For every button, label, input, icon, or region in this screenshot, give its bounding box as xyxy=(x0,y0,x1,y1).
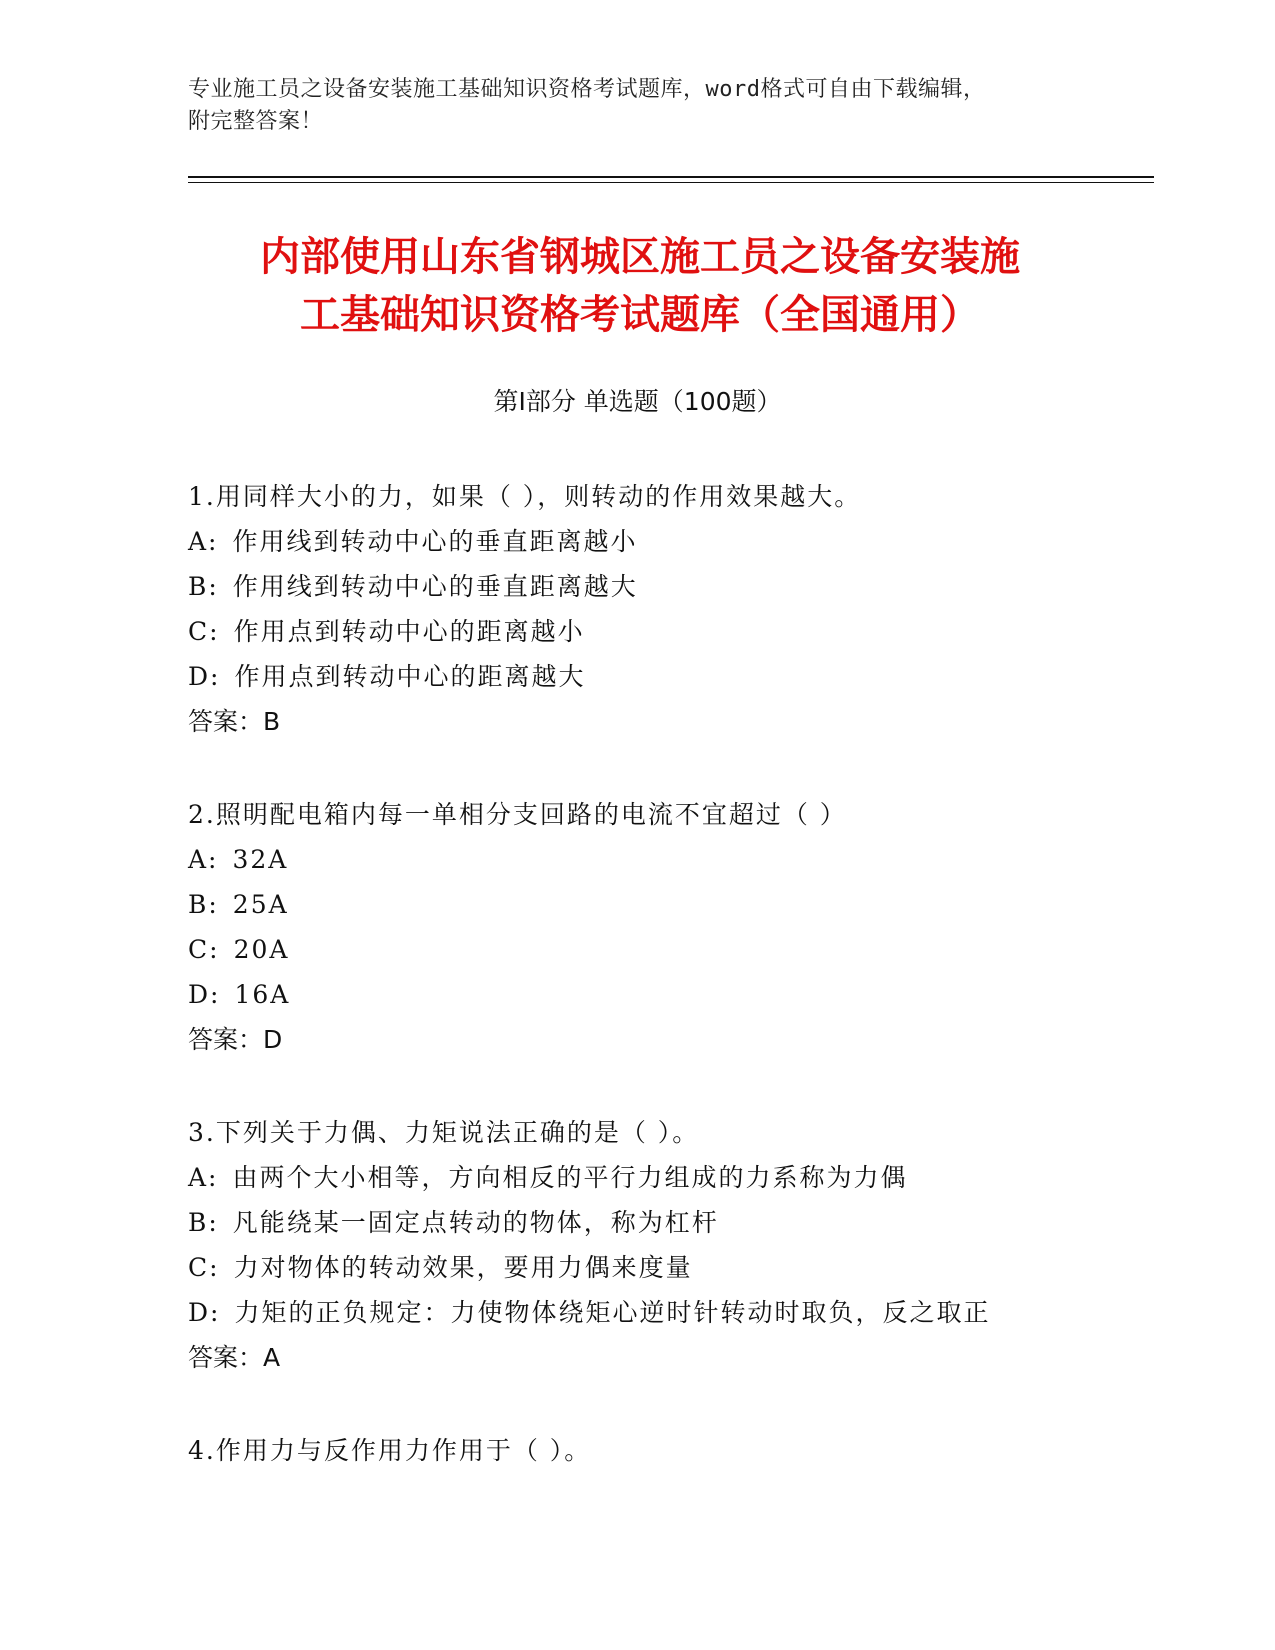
option-key: B: xyxy=(188,1208,219,1237)
option-key: C: xyxy=(188,935,220,964)
section-heading: 第Ⅰ部分 单选题（100题） xyxy=(493,387,782,416)
option-text: 作用点到转动中心的距离越小 xyxy=(233,617,585,646)
option-b xyxy=(188,1200,1148,1245)
option-b xyxy=(188,564,1148,609)
option-d xyxy=(188,972,1148,1017)
option-key: A: xyxy=(188,845,219,874)
option-key: D: xyxy=(188,1298,221,1327)
answer-line: 答案：B xyxy=(188,707,281,736)
option-c xyxy=(188,1245,1148,1290)
option-b xyxy=(188,882,1148,927)
option-key: A: xyxy=(188,1163,219,1192)
option-text: 16A xyxy=(234,980,291,1009)
header-divider-thin xyxy=(188,182,1154,183)
option-text: 作用点到转动中心的距离越大 xyxy=(234,662,586,691)
question-2 xyxy=(188,792,1148,1062)
answer-line: 答案：A xyxy=(188,1343,281,1372)
option-text: 25A xyxy=(232,890,289,919)
option-text: 20A xyxy=(233,935,290,964)
option-a xyxy=(188,1155,1148,1200)
question-3 xyxy=(188,1110,1148,1380)
option-text: 32A xyxy=(232,845,289,874)
question-1 xyxy=(188,474,1148,744)
question-stem: 2.照明配电箱内每一单相分支回路的电流不宜超过（ ） xyxy=(188,800,847,829)
option-text: 由两个大小相等，方向相反的平行力组成的力系称为力偶 xyxy=(232,1163,908,1192)
document-title xyxy=(150,228,1130,344)
option-key: B: xyxy=(188,572,219,601)
option-text: 作用线到转动中心的垂直距离越大 xyxy=(232,572,638,601)
header-note xyxy=(188,74,1078,138)
header-note-line1: 专业施工员之设备安装施工基础知识资格考试题库，word格式可自由下载编辑， xyxy=(188,77,986,102)
option-key: D: xyxy=(188,662,221,691)
option-text: 凡能绕某一固定点转动的物体，称为杠杆 xyxy=(232,1208,719,1237)
option-key: A: xyxy=(188,527,219,556)
option-key: C: xyxy=(188,1253,220,1282)
option-a xyxy=(188,519,1148,564)
option-key: D: xyxy=(188,980,221,1009)
option-a xyxy=(188,837,1148,882)
document-title-line2: 工基础知识资格考试题库（全国通用） xyxy=(300,292,980,338)
option-text: 力矩的正负规定：力使物体绕矩心逆时针转动时取负，反之取正 xyxy=(234,1298,991,1327)
option-d xyxy=(188,654,1148,699)
question-stem: 4.作用力与反作用力作用于（ ）。 xyxy=(188,1436,592,1465)
header-divider-thick xyxy=(188,176,1154,178)
option-c xyxy=(188,609,1148,654)
header-note-line2: 附完整答案！ xyxy=(188,109,324,134)
option-key: C: xyxy=(188,617,220,646)
question-stem: 1.用同样大小的力，如果（ ），则转动的作用效果越大。 xyxy=(188,482,862,511)
option-text: 作用线到转动中心的垂直距离越小 xyxy=(232,527,638,556)
document-title-line1: 内部使用山东省钢城区施工员之设备安装施 xyxy=(260,234,1020,280)
option-key: B: xyxy=(188,890,219,919)
question-stem: 3.下列关于力偶、力矩说法正确的是（ ）。 xyxy=(188,1118,700,1147)
option-d xyxy=(188,1290,1148,1335)
option-c xyxy=(188,927,1148,972)
option-text: 力对物体的转动效果，要用力偶来度量 xyxy=(233,1253,693,1282)
question-list xyxy=(188,474,1148,1521)
answer-line: 答案：D xyxy=(188,1025,283,1054)
question-4 xyxy=(188,1428,1148,1473)
